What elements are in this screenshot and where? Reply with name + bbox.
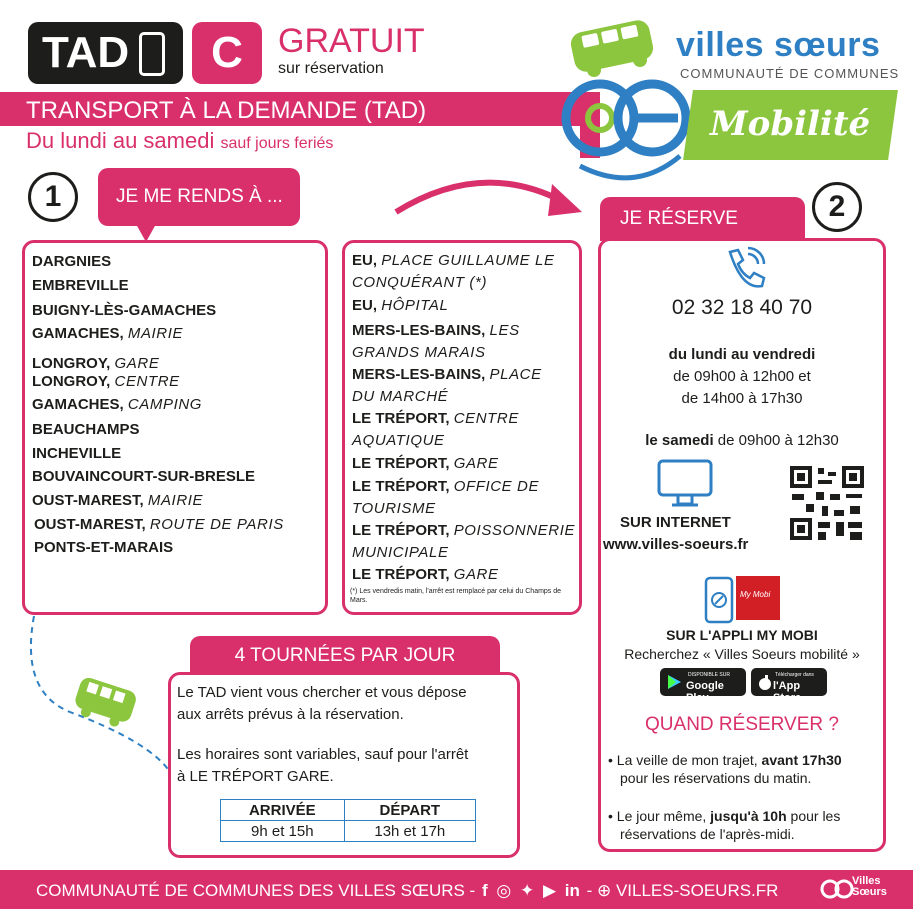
list-item: GAMACHES, CAMPING: [32, 396, 203, 413]
list-item: LE TRÉPORT, GARE: [352, 455, 499, 472]
band-subtitle: [26, 128, 333, 154]
mymobi-app-icon[interactable]: My Mobi: [736, 576, 780, 620]
bus-icon: [569, 18, 656, 77]
google-play-icon: [666, 674, 682, 690]
computer-icon: [656, 458, 714, 508]
app-search: Recherchez « Villes Soeurs mobilité »: [624, 646, 860, 662]
phone-call-icon: [722, 246, 766, 290]
when-title: QUAND RÉSERVER ?: [645, 714, 839, 735]
smartphone-icon: [704, 576, 734, 624]
brand-subtitle: COMMUNAUTÉ DE COMMUNES: [680, 66, 900, 81]
list-item: MERS-LES-BAINS, LES: [352, 322, 520, 339]
list-item: LE TRÉPORT, GARE: [352, 566, 499, 583]
list-item: LONGROY, CENTRE: [32, 373, 180, 390]
list-item: PONTS-ET-MARAIS: [34, 539, 174, 556]
list-item: BEAUCHAMPS: [32, 421, 140, 438]
bullet-2: • Le jour même, jusqu'à 10h pour les réservations de l'après-midi.: [608, 808, 841, 842]
list-item: BUIGNY-LÈS-GAMACHES: [32, 302, 217, 319]
footer-logo-text: Villes Sœurs: [852, 875, 887, 898]
times-table: [220, 799, 476, 842]
list-item: GAMACHES, MAIRIE: [32, 325, 184, 342]
list-item: MERS-LES-BAINS, PLACE: [352, 366, 542, 383]
list-item: EMBREVILLE: [32, 277, 129, 294]
tournees-p2b: à LE TRÉPORT GARE.: [177, 768, 334, 785]
list-item: EU, PLACE GUILLAUME LE: [352, 252, 555, 269]
reservation-note: sur réservation: [278, 60, 384, 77]
footnote: (*) Les vendredis matin, l'arrêt est remplacé par celui du Champs de Mars.: [350, 588, 562, 604]
tad-badge: [28, 22, 183, 84]
step-1-bubble: JE ME RENDS À ...: [98, 168, 300, 226]
app-store-button[interactable]: Télécharger dans l'App Store: [751, 668, 827, 696]
tournees-p1b: aux arrêts prévus à la réservation.: [177, 706, 404, 723]
list-item: EU, HÔPITAL: [352, 297, 449, 314]
list-item: DARGNIES: [32, 253, 112, 270]
list-item: OUST-MAREST, MAIRIE: [32, 492, 204, 509]
list-item: DU MARCHÉ: [352, 388, 449, 405]
footer-text: COMMUNAUTÉ DE COMMUNES DES VILLES SŒURS - f ◎ ✦ ▶ in - ⊕ VILLES-SOEURS.FR: [36, 881, 779, 900]
list-item: BOUVAINCOURT-SUR-BRESLE: [32, 468, 256, 485]
saturday-hours: le samedi de 09h00 à 12h30: [645, 432, 839, 449]
val-arrivee: 9h et 15h: [221, 821, 345, 842]
youtube-icon[interactable]: ▶: [542, 881, 557, 900]
mobilite-label: Mobilité: [710, 104, 871, 144]
brand-title: villes sœurs: [676, 26, 881, 64]
qr-code-icon[interactable]: [788, 464, 866, 542]
apple-icon: [757, 674, 773, 690]
arrow-graphic: [390, 170, 590, 230]
band-title: TRANSPORT À LA DEMANDE (TAD): [26, 97, 427, 124]
list-item: AQUATIQUE: [352, 432, 445, 449]
linkedin-icon[interactable]: in: [564, 881, 580, 900]
footer-logo-icon: [820, 874, 854, 904]
band-days: Du lundi au samedi: [26, 128, 215, 153]
gratuit-title: GRATUIT: [278, 22, 425, 60]
globe-icon: ⊕: [596, 881, 612, 900]
internet-label: SUR INTERNET: [620, 514, 731, 531]
list-item: LE TRÉPORT, POISSONNERIE: [352, 522, 576, 539]
app-label: SUR L'APPLI MY MOBI: [666, 627, 818, 643]
band-days-note: sauf jours feriés: [220, 135, 334, 152]
step-2-tab: JE RÉSERVE: [600, 197, 805, 241]
list-item: GRANDS MARAIS: [352, 344, 486, 361]
footer-site[interactable]: VILLES-SOEURS.FR: [615, 881, 779, 900]
tournees-p2a: Les horaires sont variables, sauf pour l'arrêt: [177, 746, 469, 763]
small-bus-icon: [71, 676, 138, 731]
list-item: INCHEVILLE: [32, 445, 122, 462]
step-2-number: 2: [812, 182, 862, 232]
weekday-hours-1: de 09h00 à 12h00 et: [673, 368, 811, 385]
step-1-number: 1: [28, 172, 78, 222]
col-depart: DÉPART: [344, 800, 475, 821]
twitter-icon[interactable]: ✦: [519, 881, 535, 900]
col-arrivee: ARRIVÉE: [221, 800, 345, 821]
tournees-tab: 4 TOURNÉES PAR JOUR: [190, 636, 500, 676]
list-item: CONQUÉRANT (*): [352, 274, 488, 291]
list-item: LE TRÉPORT, CENTRE: [352, 410, 519, 427]
list-item: MUNICIPALE: [352, 544, 449, 561]
list-item: OUST-MAREST, ROUTE DE PARIS: [34, 516, 284, 533]
val-depart: 13h et 17h: [344, 821, 475, 842]
google-play-button[interactable]: DISPONIBLE SUR Google Play: [660, 668, 746, 696]
bullet-1: • La veille de mon trajet, avant 17h30 pour les réservations du matin.: [608, 752, 842, 786]
internet-url[interactable]: www.villes-soeurs.fr: [603, 536, 749, 553]
instagram-icon[interactable]: ◎: [496, 881, 512, 900]
list-item: LONGROY, GARE: [32, 355, 160, 372]
facebook-icon[interactable]: f: [481, 881, 488, 900]
tournees-p1a: Le TAD vient vous chercher et vous dépose: [177, 684, 467, 701]
weekday-hours-2: de 14h00 à 17h30: [681, 390, 803, 407]
tad-label: TAD: [42, 28, 130, 77]
phone-number[interactable]: 02 32 18 40 70: [671, 296, 813, 319]
weekdays-label: du lundi au vendredi: [668, 346, 816, 363]
route-path-graphic: [20, 612, 190, 792]
list-item: LE TRÉPORT, OFFICE DE: [352, 478, 540, 495]
oe-logo-icon: [566, 84, 686, 178]
line-badge: C: [192, 22, 262, 84]
list-item: TOURISME: [352, 500, 436, 517]
phone-icon: [139, 32, 165, 76]
